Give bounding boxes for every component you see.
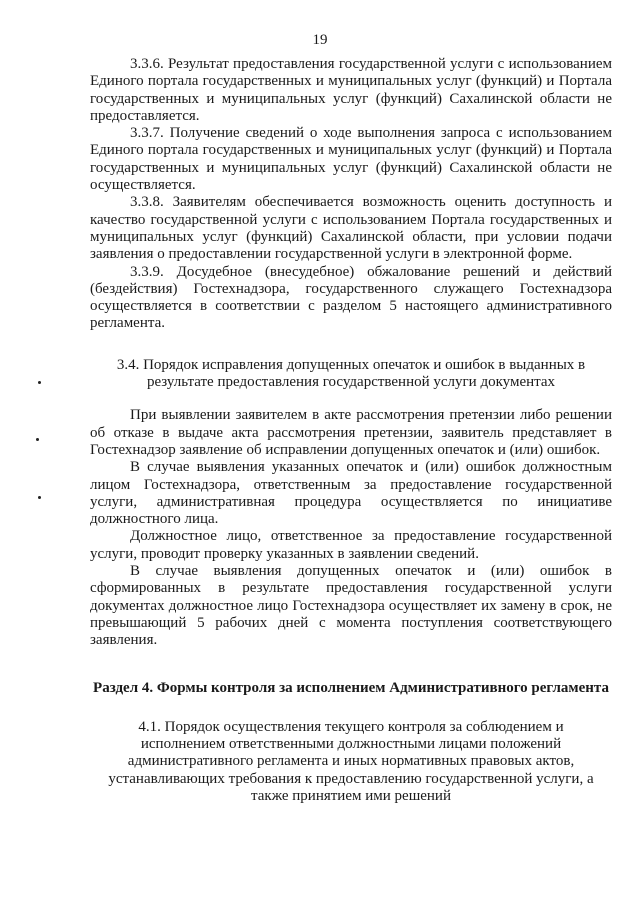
- section-3-4-heading: 3.4. Порядок исправления допущенных опечаток и ошибок в выданных в результате предоставления государственной услуги документах: [116, 356, 586, 391]
- section-4-heading: Раздел 4. Формы контроля за исполнением Административного регламента: [93, 679, 609, 696]
- section-3-4-paragraph-1: При выявлении заявителем в акте рассмотрения претензии либо решении об отказе в выдаче акта рассмотрения претензии, заявитель представляет в Гостехнадзор заявление об исправлении допущенных опечаток и (или) ошибок.: [90, 407, 612, 458]
- page-number: 19: [312, 32, 328, 48]
- scan-mark: [38, 496, 41, 499]
- paragraph-3-3-8: 3.3.8. Заявителям обеспечивается возможность оценить доступность и качество государственной услуги с использованием Портала государственных и муниципальных услуг (функций) Сахалинской области, при условии подачи заявления о предоставлении государственной услуги в электронной форме.: [90, 194, 612, 263]
- section-3-4-paragraph-4: В случае выявления допущенных опечаток и (или) ошибок в сформированных в результате предоставления государственной услуги документах должностное лицо Гостехнадзора осуществляет их замену в срок, не превышающий 5 рабочих дней с момента поступления соответствующего заявления.: [90, 563, 612, 649]
- scan-mark: [38, 381, 41, 384]
- paragraph-3-3-7: 3.3.7. Получение сведений о ходе выполнения запроса с использованием Единого портала государственных и муниципальных услуг (функций) и Портала государственных и муниципальных услуг (функций) Сахалинской области не осуществляется.: [90, 125, 612, 194]
- section-3-4-paragraph-3: Должностное лицо, ответственное за предоставление государственной услуги, проводит проверку указанных в заявлении сведений.: [90, 528, 612, 562]
- paragraph-3-3-9: 3.3.9. Досудебное (внесудебное) обжалование решений и действий (бездействия) Гостехнадзора, государственного служащего Гостехнадзора осуществляется в соответствии с разделом 5 настоящего административного регламента.: [90, 263, 612, 332]
- paragraph-3-3-6: 3.3.6. Результат предоставления государственной услуги с использованием Единого портала государственных и муниципальных услуг (функций) и Портала государственных и муниципальных услуг (функций) Сахалинской области не предоставляется.: [90, 56, 612, 124]
- document-body: [90, 56, 612, 805]
- section-4-1-heading: 4.1. Порядок осуществления текущего контроля за соблюдением и исполнением ответственными должностными лицами положений административного регламента и иных нормативных правовых актов, устанавливающих требования к предоставлению государственной услуги, а также принятием ими решений: [108, 718, 594, 804]
- section-3-4-paragraph-2: В случае выявления указанных опечаток и (или) ошибок должностным лицом Гостехнадзора, ответственным за предоставление государственной услуги, административная процедура осуществляется по инициативе должностного лица.: [90, 459, 612, 528]
- scan-mark: [36, 438, 39, 441]
